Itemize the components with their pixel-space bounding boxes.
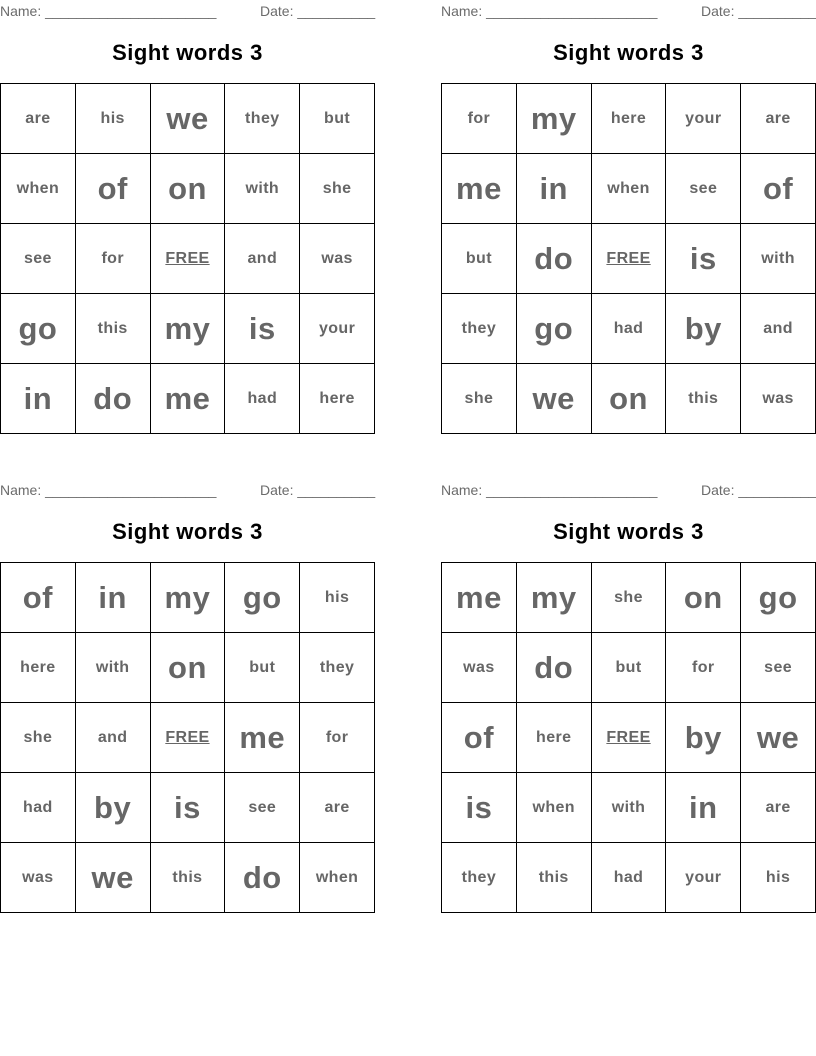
word-cell: had: [591, 843, 666, 913]
word-cell: of: [442, 703, 517, 773]
bingo-card-2: [441, 0, 816, 440]
word-cell: was: [741, 364, 816, 434]
word-cell: here: [591, 84, 666, 154]
free-space-cell: FREE: [150, 703, 225, 773]
word-cell: here: [516, 703, 591, 773]
bingo-card-4: [441, 479, 816, 919]
free-space-cell: FREE: [591, 703, 666, 773]
word-cell: by: [666, 703, 741, 773]
bingo-card-1: [0, 0, 375, 440]
grid-row: [1, 154, 375, 224]
word-cell: is: [225, 294, 300, 364]
grid-row: [442, 843, 816, 913]
word-cell: are: [741, 84, 816, 154]
word-cell: we: [75, 843, 150, 913]
name-field-label: Name: ______________________: [441, 482, 658, 498]
word-cell: my: [516, 84, 591, 154]
word-cell: for: [75, 224, 150, 294]
card-header: [0, 482, 375, 498]
word-cell: see: [225, 773, 300, 843]
grid-row: [1, 224, 375, 294]
word-cell: for: [300, 703, 375, 773]
grid-row: [442, 154, 816, 224]
grid-row: [442, 563, 816, 633]
bingo-grid: [0, 562, 375, 913]
word-cell: here: [300, 364, 375, 434]
free-space-cell: FREE: [150, 224, 225, 294]
word-cell: with: [75, 633, 150, 703]
word-cell: go: [741, 563, 816, 633]
word-cell: his: [75, 84, 150, 154]
word-cell: his: [300, 563, 375, 633]
word-cell: my: [150, 294, 225, 364]
word-cell: me: [225, 703, 300, 773]
card-title: Sight words 3: [553, 40, 704, 65]
card-header: [441, 3, 816, 19]
grid-row: [442, 224, 816, 294]
word-cell: this: [75, 294, 150, 364]
word-cell: they: [225, 84, 300, 154]
word-cell: is: [666, 224, 741, 294]
word-cell: my: [150, 563, 225, 633]
grid-row: [1, 773, 375, 843]
word-cell: but: [225, 633, 300, 703]
word-cell: go: [516, 294, 591, 364]
word-cell: when: [300, 843, 375, 913]
grid-row: [1, 84, 375, 154]
word-cell: do: [225, 843, 300, 913]
card-title: Sight words 3: [112, 40, 263, 65]
word-cell: your: [300, 294, 375, 364]
word-cell: in: [666, 773, 741, 843]
bingo-grid: [441, 562, 816, 913]
word-cell: my: [516, 563, 591, 633]
grid-row: [442, 633, 816, 703]
grid-row: [1, 633, 375, 703]
word-cell: this: [666, 364, 741, 434]
word-cell: of: [1, 563, 76, 633]
word-cell: had: [591, 294, 666, 364]
word-cell: was: [300, 224, 375, 294]
word-cell: see: [666, 154, 741, 224]
word-cell: this: [516, 843, 591, 913]
word-cell: do: [75, 364, 150, 434]
word-cell: was: [1, 843, 76, 913]
word-cell: had: [1, 773, 76, 843]
word-cell: when: [591, 154, 666, 224]
word-cell: she: [591, 563, 666, 633]
word-cell: me: [150, 364, 225, 434]
word-cell: they: [442, 843, 517, 913]
word-cell: see: [1, 224, 76, 294]
word-cell: are: [300, 773, 375, 843]
name-field-label: Name: ______________________: [0, 482, 217, 498]
name-field-label: Name: ______________________: [0, 3, 217, 19]
free-space-cell: FREE: [591, 224, 666, 294]
grid-row: [1, 364, 375, 434]
word-cell: do: [516, 224, 591, 294]
word-cell: was: [442, 633, 517, 703]
grid-row: [442, 773, 816, 843]
word-cell: on: [150, 633, 225, 703]
word-cell: by: [75, 773, 150, 843]
word-cell: we: [516, 364, 591, 434]
grid-row: [1, 563, 375, 633]
word-cell: on: [150, 154, 225, 224]
word-cell: with: [741, 224, 816, 294]
word-cell: his: [741, 843, 816, 913]
word-cell: with: [225, 154, 300, 224]
word-cell: she: [300, 154, 375, 224]
date-field-label: Date: __________: [260, 3, 376, 19]
word-cell: had: [225, 364, 300, 434]
card-title: Sight words 3: [112, 519, 263, 544]
word-cell: this: [150, 843, 225, 913]
word-cell: and: [741, 294, 816, 364]
word-cell: she: [442, 364, 517, 434]
card-title: Sight words 3: [553, 519, 704, 544]
word-cell: of: [75, 154, 150, 224]
word-cell: she: [1, 703, 76, 773]
word-cell: we: [741, 703, 816, 773]
word-cell: in: [516, 154, 591, 224]
word-cell: on: [666, 563, 741, 633]
date-field-label: Date: __________: [701, 3, 816, 19]
bingo-card-3: [0, 479, 375, 919]
word-cell: they: [300, 633, 375, 703]
word-cell: and: [75, 703, 150, 773]
date-field-label: Date: __________: [701, 482, 816, 498]
word-cell: but: [591, 633, 666, 703]
word-cell: in: [1, 364, 76, 434]
word-cell: we: [150, 84, 225, 154]
word-cell: go: [225, 563, 300, 633]
word-cell: for: [442, 84, 517, 154]
word-cell: and: [225, 224, 300, 294]
word-cell: when: [1, 154, 76, 224]
word-cell: are: [1, 84, 76, 154]
grid-row: [1, 294, 375, 364]
grid-row: [1, 703, 375, 773]
word-cell: is: [150, 773, 225, 843]
word-cell: but: [442, 224, 517, 294]
word-cell: they: [442, 294, 517, 364]
word-cell: in: [75, 563, 150, 633]
word-cell: with: [591, 773, 666, 843]
word-cell: me: [442, 154, 517, 224]
word-cell: me: [442, 563, 517, 633]
card-header: [0, 3, 375, 19]
word-cell: when: [516, 773, 591, 843]
word-cell: but: [300, 84, 375, 154]
word-cell: by: [666, 294, 741, 364]
grid-row: [442, 84, 816, 154]
word-cell: here: [1, 633, 76, 703]
word-cell: do: [516, 633, 591, 703]
word-cell: go: [1, 294, 76, 364]
word-cell: for: [666, 633, 741, 703]
grid-row: [1, 843, 375, 913]
grid-row: [442, 703, 816, 773]
word-cell: your: [666, 84, 741, 154]
word-cell: are: [741, 773, 816, 843]
word-cell: is: [442, 773, 517, 843]
grid-row: [442, 294, 816, 364]
name-field-label: Name: ______________________: [441, 3, 658, 19]
word-cell: your: [666, 843, 741, 913]
grid-row: [442, 364, 816, 434]
word-cell: of: [741, 154, 816, 224]
word-cell: see: [741, 633, 816, 703]
bingo-grid: [0, 83, 375, 434]
bingo-grid: [441, 83, 816, 434]
date-field-label: Date: __________: [260, 482, 376, 498]
word-cell: on: [591, 364, 666, 434]
card-header: [441, 482, 816, 498]
